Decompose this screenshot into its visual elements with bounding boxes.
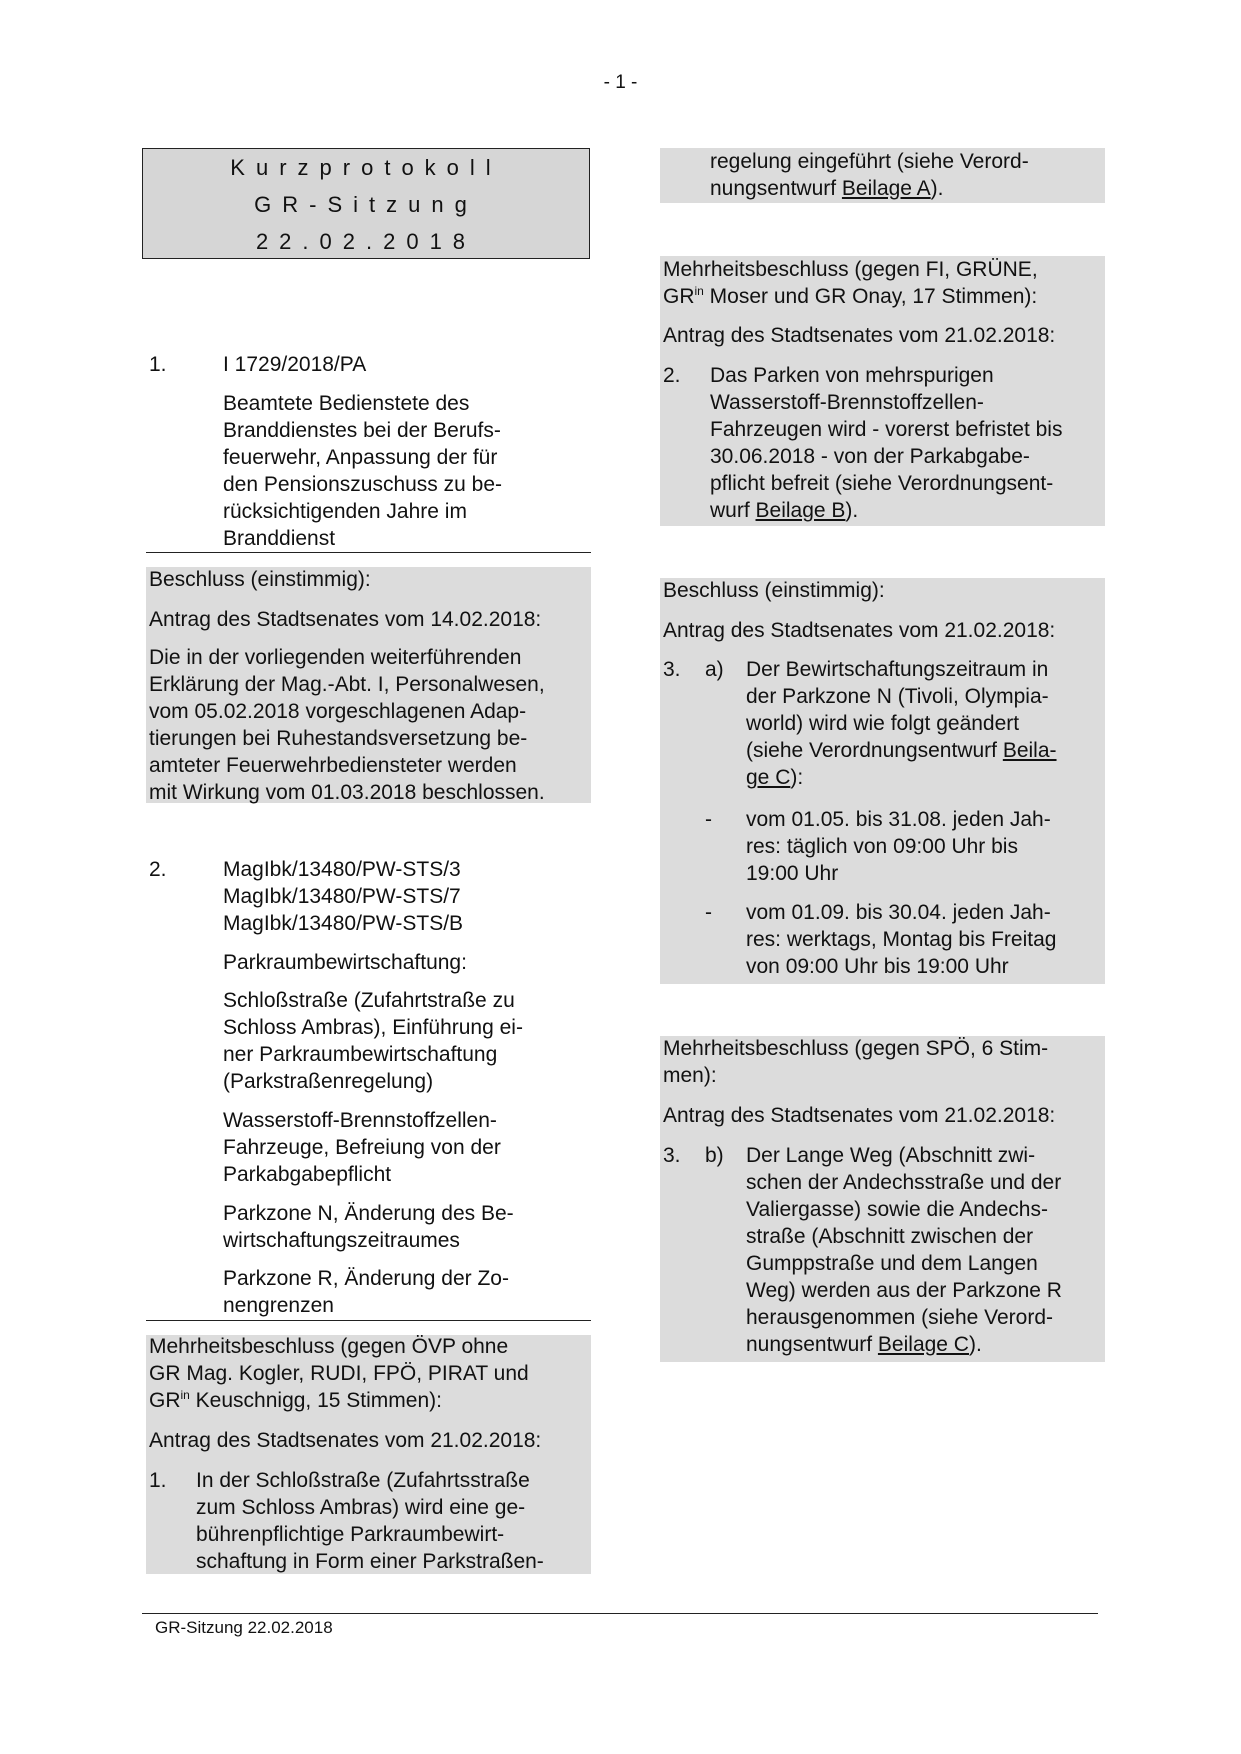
point1-line: zum Schloss Ambras) wird eine ge- bbox=[196, 1496, 526, 1519]
item1-title-line: den Pensionszuschuss zu be- bbox=[223, 473, 502, 496]
item2-topic-1 bbox=[223, 987, 523, 1095]
item1-number: 1. bbox=[149, 353, 167, 376]
point3b-text bbox=[746, 1142, 1062, 1358]
item2-decision-a bbox=[149, 1333, 529, 1414]
decision-b-sup: in bbox=[694, 284, 704, 298]
text-span: ): bbox=[790, 766, 804, 789]
beilage-c-link[interactable]: Beila- bbox=[1002, 739, 1057, 762]
item2-divider bbox=[146, 1320, 591, 1321]
point3b-line: Der Lange Weg (Abschnitt zwi- bbox=[746, 1144, 1036, 1167]
point3b-line bbox=[746, 1331, 1062, 1358]
item2-topic2-line: Wasserstoff-Brennstoffzellen- bbox=[223, 1109, 497, 1132]
item2-topic1-line: Schloss Ambras), Einführung ei- bbox=[223, 1016, 523, 1039]
footer-divider bbox=[142, 1613, 1098, 1614]
decision-a-rest: Keuschnigg, 15 Stimmen): bbox=[189, 1389, 442, 1412]
decision-a-line bbox=[149, 1387, 529, 1414]
point3a-line: world) wird wie folgt geändert bbox=[746, 712, 1020, 735]
item1-divider bbox=[146, 552, 591, 553]
beilage-c-link[interactable]: Beilage C bbox=[877, 1333, 969, 1356]
decision-c: Beschluss (einstimmig): bbox=[663, 579, 885, 602]
item1-code: I 1729/2018/PA bbox=[223, 353, 367, 376]
item2-topic1-line: Schloßstraße (Zufahrtstraße zu bbox=[223, 989, 515, 1012]
point3a-number: 3. bbox=[663, 658, 681, 681]
point3b-line: Weg) werden aus der Parkzone R bbox=[746, 1279, 1062, 1302]
continuation-line bbox=[710, 175, 1029, 202]
point2-line: pflicht befreit (siehe Verordnungsent- bbox=[710, 472, 1054, 495]
text-span: nungsentwurf bbox=[746, 1333, 878, 1356]
point2-line: 30.06.2018 - von der Parkabgabe- bbox=[710, 445, 1030, 468]
motion-b: Antrag des Stadtsenates vom 21.02.2018: bbox=[663, 324, 1056, 347]
item1-title bbox=[223, 390, 502, 552]
item1-title-line: feuerwehr, Anpassung der für bbox=[223, 446, 498, 469]
motion-d: Antrag des Stadtsenates vom 21.02.2018: bbox=[663, 1104, 1056, 1127]
bullet2-text bbox=[746, 899, 1056, 980]
point2-text bbox=[710, 362, 1062, 524]
bullet2-line: von 09:00 Uhr bis 19:00 Uhr bbox=[746, 955, 1009, 978]
bullet1-text bbox=[746, 806, 1051, 887]
text-span: nungsentwurf bbox=[710, 177, 842, 200]
point3b-letter: b) bbox=[705, 1144, 724, 1167]
continuation-line: regelung eingeführt (siehe Verord- bbox=[710, 150, 1029, 173]
point3a-letter: a) bbox=[705, 658, 724, 681]
point2-line bbox=[710, 497, 1062, 524]
item2-code: MagIbk/13480/PW-STS/3 bbox=[223, 858, 461, 881]
decision-a-sup: in bbox=[180, 1388, 190, 1402]
item1-title-line: Beamtete Bedienstete des bbox=[223, 392, 470, 415]
decision-b-gr: GR bbox=[663, 285, 695, 308]
item1-text-line: mit Wirkung vom 01.03.2018 beschlossen. bbox=[149, 781, 545, 804]
item2-code: MagIbk/13480/PW-STS/7 bbox=[223, 885, 461, 908]
point3a-line: der Parkzone N (Tivoli, Olympia- bbox=[746, 685, 1049, 708]
point3b-line: Gumppstraße und dem Langen bbox=[746, 1252, 1038, 1275]
item2-number: 2. bbox=[149, 858, 167, 881]
decision-b-line bbox=[663, 283, 1038, 310]
item1-title-line: Branddienstes bei der Berufs- bbox=[223, 419, 501, 442]
beilage-b-link[interactable]: Beilage B bbox=[755, 499, 846, 522]
item2-topic4-line: Parkzone R, Änderung der Zo- bbox=[223, 1267, 509, 1290]
point3a-line bbox=[746, 764, 1057, 791]
title-line-1: Kurzprotokoll bbox=[230, 155, 502, 180]
item1-text-line: amteter Feuerwehrbediensteter werden bbox=[149, 754, 517, 777]
item2-topic4-line: nengrenzen bbox=[223, 1294, 334, 1317]
item2-topic-3 bbox=[223, 1200, 514, 1254]
point3b-line: Valiergasse) sowie die Andechs- bbox=[746, 1198, 1048, 1221]
item1-text-line: Erklärung der Mag.-Abt. I, Personalwesen, bbox=[149, 673, 545, 696]
item2-topic-4 bbox=[223, 1265, 509, 1319]
bullet2-line: vom 01.09. bis 30.04. jeden Jah- bbox=[746, 901, 1051, 924]
item1-text-line: tierungen bei Ruhestandsversetzung be- bbox=[149, 727, 528, 750]
item1-text bbox=[149, 644, 545, 806]
text-span: ). bbox=[968, 1333, 982, 1356]
bullet1-line: res: täglich von 09:00 Uhr bis bbox=[746, 835, 1018, 858]
item2-topic3-line: Parkzone N, Änderung des Be- bbox=[223, 1202, 514, 1225]
text-span: (siehe Verordnungsentwurf bbox=[746, 739, 1003, 762]
point1-line: bührenpflichtige Parkraumbewirt- bbox=[196, 1523, 505, 1546]
decision-d-line: Mehrheitsbeschluss (gegen SPÖ, 6 Stim- bbox=[663, 1037, 1049, 1060]
bullet2-dash: - bbox=[705, 901, 712, 924]
beilage-a-link[interactable]: Beilage A bbox=[841, 177, 931, 200]
item1-title-line: Branddienst bbox=[223, 527, 336, 550]
point2-number: 2. bbox=[663, 364, 681, 387]
point3b-number: 3. bbox=[663, 1144, 681, 1167]
text-span: wurf bbox=[710, 499, 756, 522]
title-line-3: 22.02.2018 bbox=[255, 229, 477, 254]
point3a-line bbox=[746, 737, 1057, 764]
item1-decision: Beschluss (einstimmig): bbox=[149, 568, 371, 591]
decision-d-line: men): bbox=[663, 1064, 717, 1087]
item2-topic-2 bbox=[223, 1107, 501, 1188]
point2-line: Wasserstoff-Brennstoffzellen- bbox=[710, 391, 984, 414]
item2-code: MagIbk/13480/PW-STS/B bbox=[223, 912, 464, 935]
text-span: ). bbox=[930, 177, 944, 200]
point2-line: Das Parken von mehrspurigen bbox=[710, 364, 994, 387]
point1-line: schaftung in Form einer Parkstraßen- bbox=[196, 1550, 544, 1573]
item2-topic1-line: (Parkstraßenregelung) bbox=[223, 1070, 434, 1093]
point1-line: In der Schloßstraße (Zufahrtsstraße bbox=[196, 1469, 530, 1492]
bullet1-line: vom 01.05. bis 31.08. jeden Jah- bbox=[746, 808, 1051, 831]
item1-title-line: rücksichtigenden Jahre im bbox=[223, 500, 467, 523]
item1-text-line: vom 05.02.2018 vorgeschlagenen Adap- bbox=[149, 700, 527, 723]
continuation-text bbox=[710, 148, 1029, 202]
point3b-line: herausgenommen (siehe Verord- bbox=[746, 1306, 1054, 1329]
point3b-line: straße (Abschnitt zwischen der bbox=[746, 1225, 1034, 1248]
decision-a-line: GR Mag. Kogler, RUDI, FPÖ, PIRAT und bbox=[149, 1362, 529, 1385]
item2-topic2-line: Parkabgabepflicht bbox=[223, 1163, 392, 1186]
item2-codes bbox=[223, 856, 463, 937]
title-line-2: GR-Sitzung bbox=[254, 192, 478, 217]
decision-a-line: Mehrheitsbeschluss (gegen ÖVP ohne bbox=[149, 1335, 509, 1358]
item2-heading: Parkraumbewirtschaftung: bbox=[223, 951, 467, 974]
point1-number: 1. bbox=[149, 1469, 167, 1492]
item2-topic3-line: wirtschaftungszeitraumes bbox=[223, 1229, 460, 1252]
point3a-text bbox=[746, 656, 1057, 791]
motion-c: Antrag des Stadtsenates vom 21.02.2018: bbox=[663, 619, 1056, 642]
point1-text bbox=[196, 1467, 544, 1575]
text-span: ). bbox=[845, 499, 859, 522]
decision-b-rest: Moser und GR Onay, 17 Stimmen): bbox=[703, 285, 1038, 308]
point3b-line: schen der Andechsstraße und der bbox=[746, 1171, 1062, 1194]
decision-b bbox=[663, 256, 1038, 310]
decision-a-gr: GR bbox=[149, 1389, 181, 1412]
page-number: - 1 - bbox=[603, 72, 638, 93]
footer-text: GR-Sitzung 22.02.2018 bbox=[155, 1618, 333, 1637]
point3a-line: Der Bewirtschaftungszeitraum in bbox=[746, 658, 1049, 681]
bullet1-dash: - bbox=[705, 808, 712, 831]
decision-b-line: Mehrheitsbeschluss (gegen FI, GRÜNE, bbox=[663, 258, 1038, 281]
bullet2-line: res: werktags, Montag bis Freitag bbox=[746, 928, 1057, 951]
point2-line: Fahrzeugen wird - vorerst befristet bis bbox=[710, 418, 1063, 441]
item2-topic2-line: Fahrzeuge, Befreiung von der bbox=[223, 1136, 501, 1159]
item2-topic1-line: ner Parkraumbewirtschaftung bbox=[223, 1043, 498, 1066]
decision-d bbox=[663, 1035, 1048, 1089]
item1-motion: Antrag des Stadtsenates vom 14.02.2018: bbox=[149, 608, 542, 631]
item2-motion-a: Antrag des Stadtsenates vom 21.02.2018: bbox=[149, 1429, 542, 1452]
item1-text-line: Die in der vorliegenden weiterführenden bbox=[149, 646, 522, 669]
beilage-c-link[interactable]: ge C bbox=[746, 766, 791, 789]
protocol-title-box bbox=[142, 148, 590, 259]
bullet1-line: 19:00 Uhr bbox=[746, 862, 839, 885]
